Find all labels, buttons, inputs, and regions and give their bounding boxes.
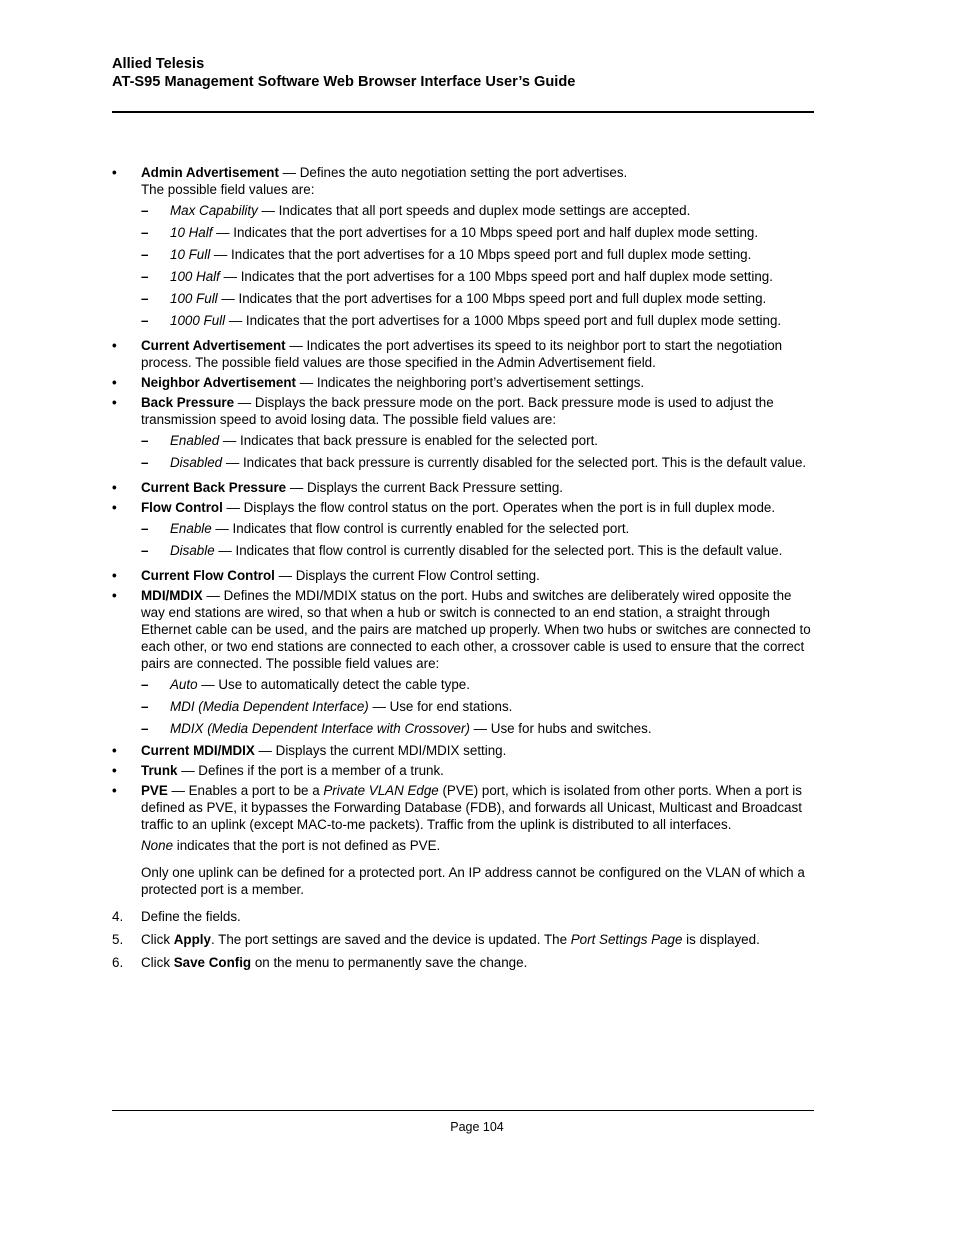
footer-rule	[112, 1110, 814, 1111]
admin-advertisement-values	[112, 202, 814, 329]
guide-title: AT-S95 Management Software Web Browser Interface User’s Guide	[112, 74, 576, 90]
bullet-trunk: • Trunk — Defines if the port is a member of a trunk.	[112, 762, 814, 779]
bullet-current-advertisement: • Current Advertisement — Indicates the port advertises its speed to its neighbor port to start the negotiation process. The possible field values are those specified in the Admin Advertisement field.	[112, 337, 814, 371]
step-6: 6. Click Save Config on the menu to permanently save the change.	[112, 955, 528, 970]
bullet-neighbor-advertisement: • Neighbor Advertisement — Indicates the neighboring port’s advertisement settings.	[112, 374, 814, 391]
sub-item: – MDI (Media Dependent Interface) — Use for end stations.	[112, 698, 814, 715]
bullet-admin-advertisement: • Admin Advertisement — Defines the auto negotiation setting the port advertises. The possible field values are:	[112, 164, 814, 198]
flow-control-values	[112, 520, 814, 559]
bullet-current-mdi-mdix: • Current MDI/MDIX — Displays the current MDI/MDIX setting.	[112, 742, 814, 759]
header-rule	[112, 111, 814, 113]
page-header	[112, 55, 575, 91]
sub-item: – 100 Half — Indicates that the port advertises for a 100 Mbps speed port and half duplex mode setting.	[112, 268, 814, 285]
back-pressure-values	[112, 432, 814, 471]
pve-none-paragraph: None indicates that the port is not defined as PVE.	[141, 838, 441, 853]
bullet-mdi-mdix: • MDI/MDIX — Defines the MDI/MDIX status on the port. Hubs and switches are deliberately wired opposite the way end stations are wired, so that when a hub or switch is connected to an end station, a straight through Ethernet cable can be used, and the pairs are matched up properly. When two hubs or switches are connected to each other, or two end stations are connected to each other, a crossover cable is used to ensure that the correct pairs are connected. The possible field values are:	[112, 587, 814, 672]
page-number: Page 104	[450, 1120, 504, 1134]
sub-item: – 1000 Full — Indicates that the port advertises for a 1000 Mbps speed port and full duplex mode setting.	[112, 312, 814, 329]
sub-item: – Enabled — Indicates that back pressure is enabled for the selected port.	[112, 432, 814, 449]
step-4: 4. Define the fields.	[112, 909, 241, 924]
document-body	[112, 164, 814, 977]
sub-item: – Enable — Indicates that flow control is currently enabled for the selected port.	[112, 520, 814, 537]
bullet-current-back-pressure: • Current Back Pressure — Displays the current Back Pressure setting.	[112, 479, 814, 496]
bullet-back-pressure: • Back Pressure — Displays the back pressure mode on the port. Back pressure mode is used to adjust the transmission speed to avoid losing data. The possible field values are:	[112, 394, 814, 428]
bullet-current-flow-control: • Current Flow Control — Displays the current Flow Control setting.	[112, 567, 814, 584]
bullet-pve: • PVE — Enables a port to be a Private VLAN Edge (PVE) port, which is isolated from other ports. When a port is defined as PVE, it bypasses the Forwarding Database (FDB), and forwards all Unicast, Multicast and Broadcast traffic to an uplink (except MAC-to-me packets). Traffic from the uplink is distributed to all interfaces.	[112, 782, 814, 833]
bullet-flow-control: • Flow Control — Displays the flow control status on the port. Operates when the port is in full duplex mode.	[112, 499, 814, 516]
company-name: Allied Telesis	[112, 56, 205, 72]
sub-item: – Disable — Indicates that flow control is currently disabled for the selected port. This is the default value.	[112, 542, 814, 559]
pve-uplink-paragraph: Only one uplink can be defined for a protected port. An IP address cannot be configured on the VLAN of which a protected port is a member.	[141, 865, 805, 897]
sub-item: – 10 Full — Indicates that the port advertises for a 10 Mbps speed port and full duplex mode setting.	[112, 246, 814, 263]
sub-item: – MDIX (Media Dependent Interface with Crossover) — Use for hubs and switches.	[112, 720, 814, 737]
sub-item: – Disabled — Indicates that back pressure is currently disabled for the selected port. This is the default value.	[112, 454, 814, 471]
sub-item: – 100 Full — Indicates that the port advertises for a 100 Mbps speed port and full duplex mode setting.	[112, 290, 814, 307]
sub-item: – 10 Half — Indicates that the port advertises for a 10 Mbps speed port and half duplex mode setting.	[112, 224, 814, 241]
sub-item: – Max Capability — Indicates that all port speeds and duplex mode settings are accepted.	[112, 202, 814, 219]
sub-item: – Auto — Use to automatically detect the cable type.	[112, 676, 814, 693]
step-5: 5. Click Apply. The port settings are saved and the device is updated. The Port Settings Page is displayed.	[112, 932, 760, 947]
mdi-mdix-values	[112, 676, 814, 737]
